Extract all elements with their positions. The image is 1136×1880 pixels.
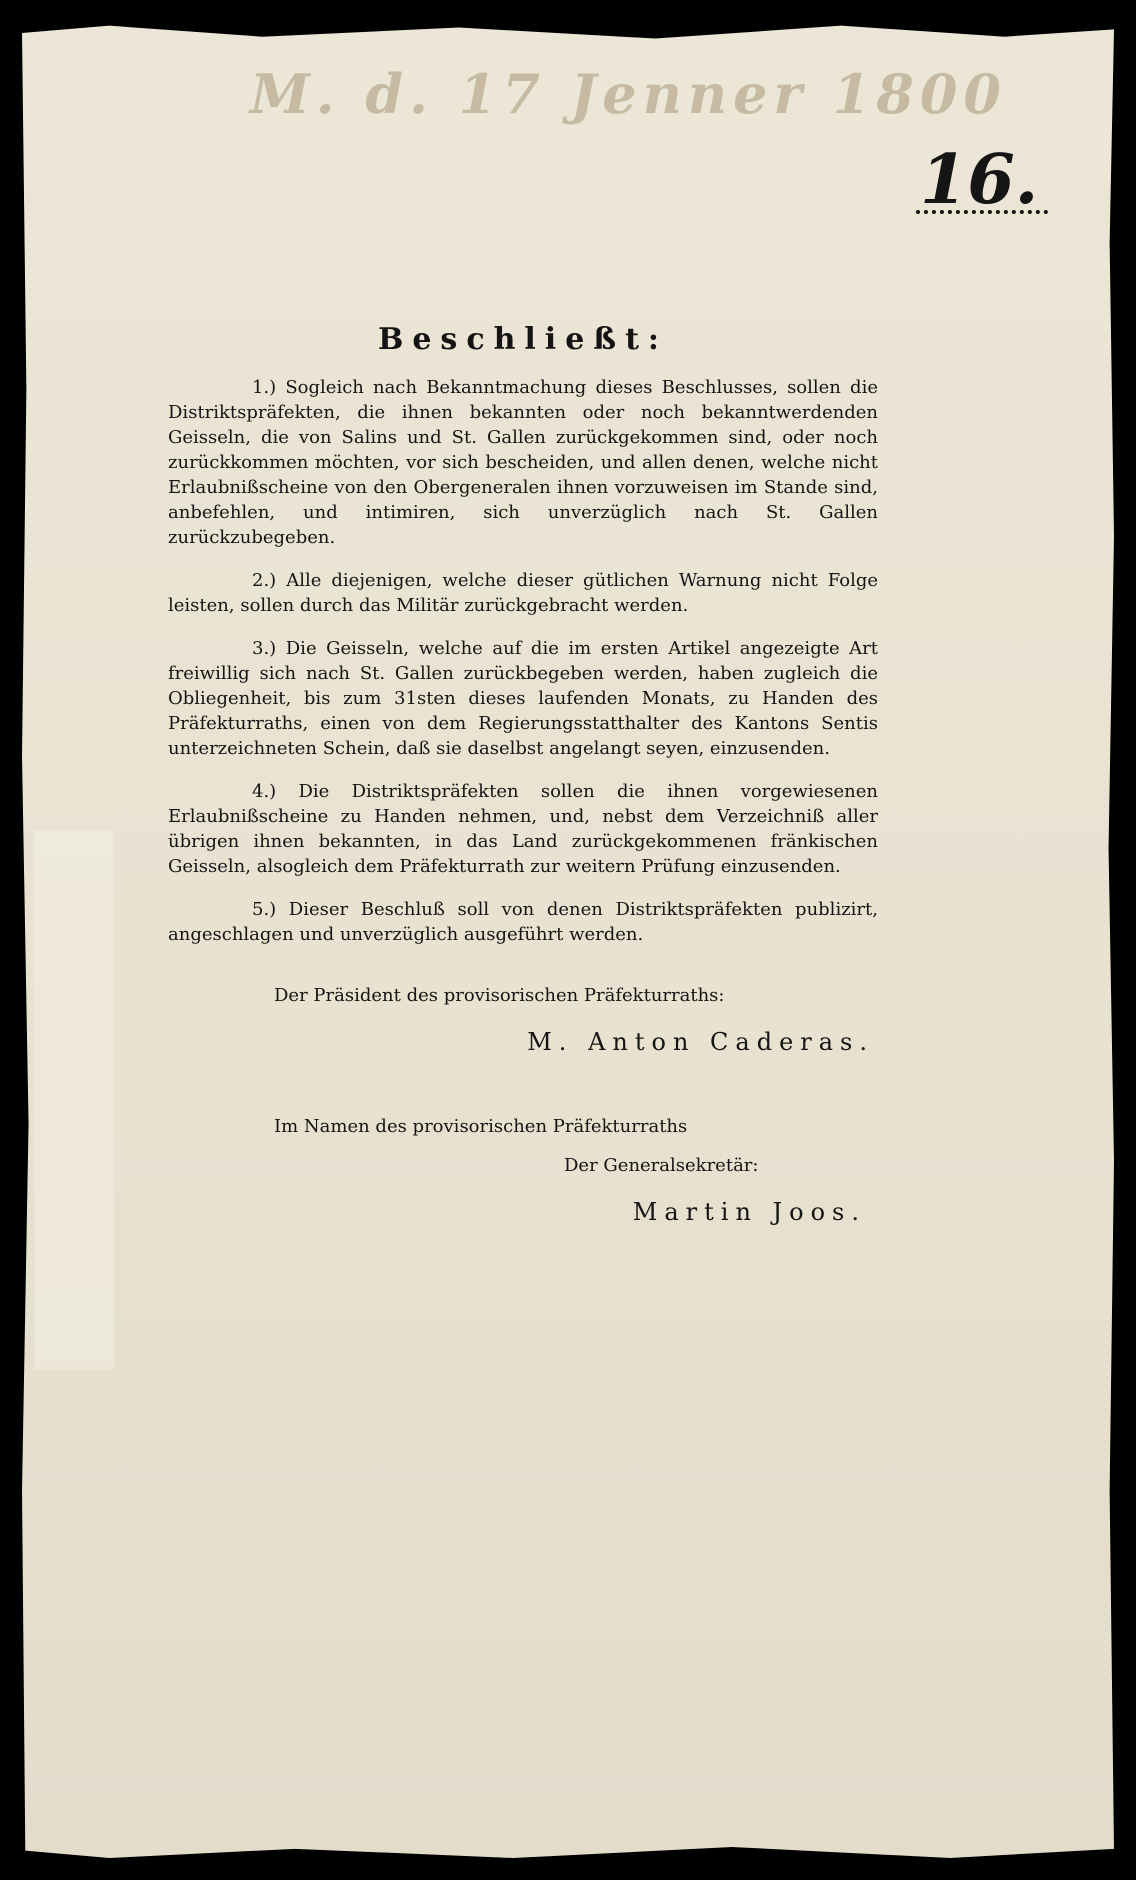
secretary-signature: Martin Joos. [632,1198,866,1226]
handwritten-date-note: M. d. 17 Jenner 1800 [250,62,1008,126]
page-number: 16. [920,140,1039,220]
secretary-in-name-line: Im Namen des provisorischen Präfekturraths [274,1116,688,1137]
president-title: Der Präsident des provisorischen Präfekturraths: [274,985,725,1006]
decree-heading: Beschließt: [377,322,668,357]
article-5: 5.) Dieser Beschluß soll von denen Distriktspräfekten publizirt, angeschlagen und unverzüglich ausgeführt werden. [168,899,878,945]
president-signature: M. Anton Caderas. [527,1028,874,1056]
secretary-title: Der Generalsekretär: [564,1155,759,1176]
document-body [168,322,878,1226]
article-3: 3.) Die Geisseln, welche auf die im ersten Artikel angezeigte Art freiwillig sich nach St. Gallen zurückbegeben werden, haben zugleich die Obliegenheit, bis zum 31sten dieses laufenden Monats, zu Handen des Präfekturraths, einen von dem Regierungsstatthalter des Kantons Sentis unterzeichneten Schein, daß sie daselbst angelangt seyen, einzusenden. [168,638,878,759]
article-1: 1.) Sogleich nach Bekanntmachung dieses Beschlusses, sollen die Distriktspräfekten, die ihnen bekannten oder noch bekanntwerdenden Geisseln, die von Salins und St. Gallen zurückgekommen sind, oder noch zurückkommen möchten, vor sich bescheiden, und allen denen, welche nicht Erlaubnißscheine von den Obergeneralen ihnen vorzuweisen im Stande sind, anbefehlen, und intimiren, sich unverzüglich nach St. Gallen zurückzubegeben. [168,377,878,548]
article-2: 2.) Alle diejenigen, welche dieser gütlichen Warnung nicht Folge leisten, sollen durch das Militär zurückgebracht werden. [168,570,878,616]
article-4: 4.) Die Distriktspräfekten sollen die ihnen vorgewiesenen Erlaubnißscheine zu Handen nehmen, und, nebst dem Verzeichniß aller übrigen ihnen bekannten, in das Land zurückgekommenen fränkischen Geisseln, alsogleich dem Präfekturrath zur weitern Prüfung einzusenden. [168,781,878,877]
paper-repair-strip [34,830,114,1370]
